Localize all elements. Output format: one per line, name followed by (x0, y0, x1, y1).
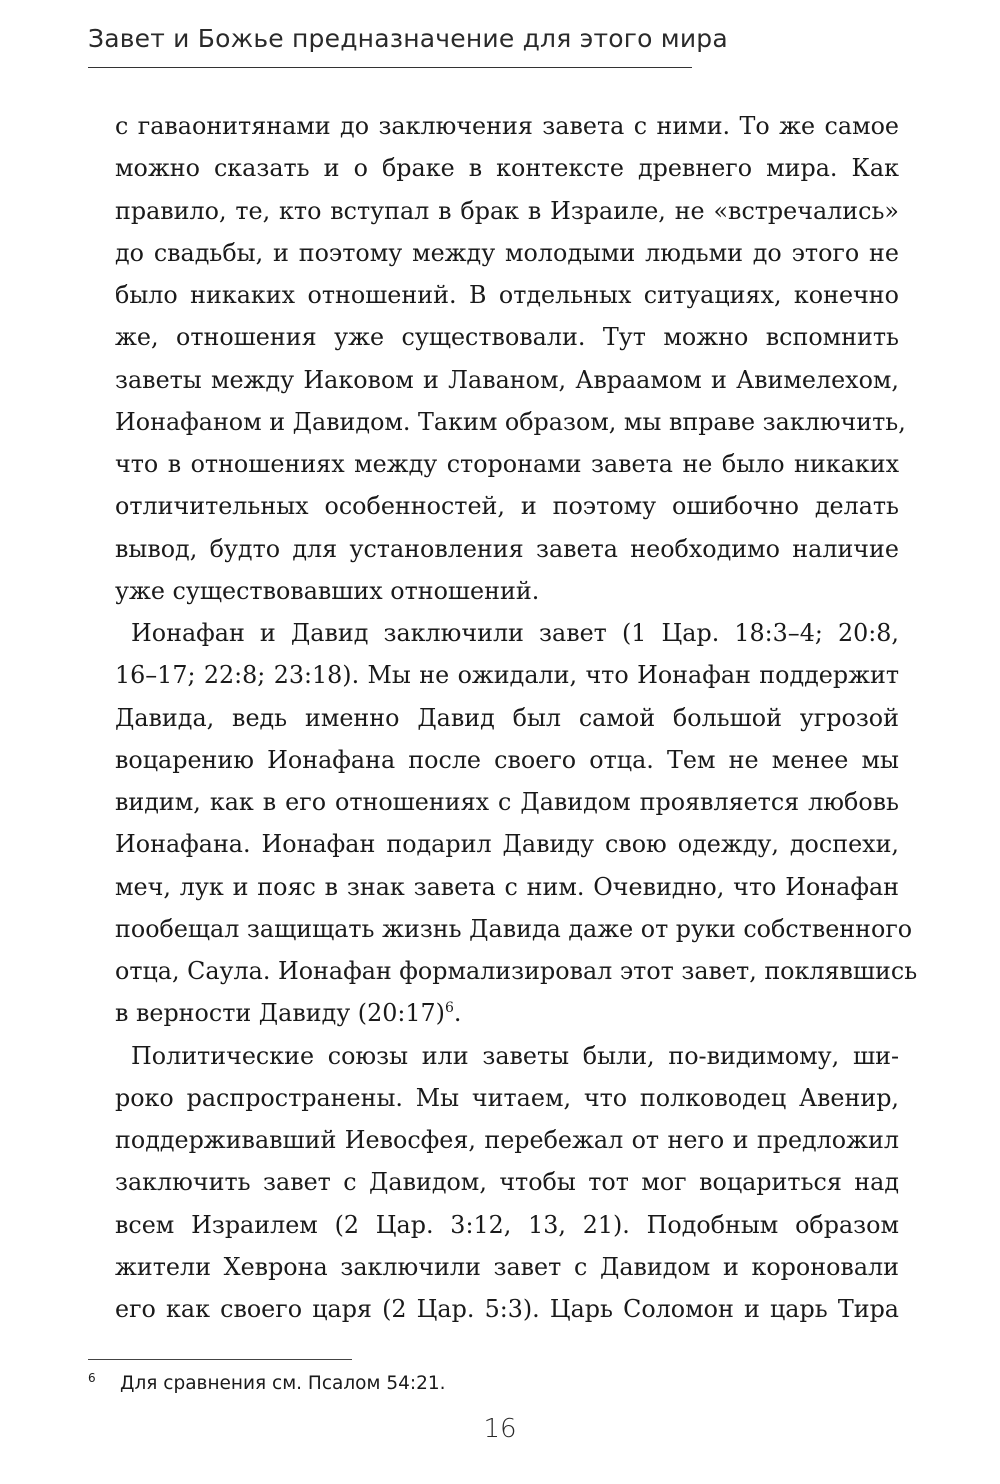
text-line: 16–17; 22:8; 23:18). Мы не ожидали, что Ионафан поддержит (115, 661, 899, 690)
text-line: Ионафаном и Давидом. Таким образом, мы вправе заключить, (115, 407, 906, 436)
text-line: заветы между Иаковом и Лаваном, Авраамом и Авимелехом, (115, 365, 899, 394)
text-line: отца, Саула. Ионафан формализировал этот завет, поклявшись (115, 957, 918, 985)
text-line: до свадьбы, и поэтому между молодыми людьми до этого не (115, 238, 899, 267)
running-title: Завет и Божье предназначение для этого мира (88, 24, 728, 53)
text-line: жители Хеврона заключили завет с Давидом и короновали (115, 1252, 899, 1281)
footnote (88, 1371, 446, 1394)
footnote-rule (88, 1359, 352, 1360)
text-line: с гаваонитянами до заключения завета с ними. То же самое (115, 112, 899, 140)
text-line: что в отношениях между сторонами завета не было никаких (115, 450, 899, 478)
text-line: Политические союзы или заветы были, по-видимому, ши- (131, 1041, 899, 1070)
text-line: же, отношения уже существовали. Тут можно вспомнить (115, 323, 899, 352)
text-line: всем Израилем (2 Цар. 3:12, 13, 21). Подобным образом (115, 1210, 899, 1239)
text-line: меч, лук и пояс в знак завета с ним. Очевидно, что Ионафан (115, 872, 899, 901)
footnote-reference[interactable]: 6 (444, 1000, 454, 1017)
text-line: заключить завет с Давидом, чтобы тот мог воцариться над (115, 1168, 899, 1197)
text-line: пообещал защищать жизнь Давида даже от руки собственного (115, 914, 913, 943)
page-number: 16 (483, 1414, 517, 1444)
text-line: уже существовавших отношений. (115, 576, 540, 605)
text-line: правило, те, кто вступал в брак в Израиле, не «встречались» (115, 196, 899, 225)
text-line: его как своего царя (2 Цар. 5:3). Царь Соломон и царь Тира (115, 1295, 899, 1323)
text-line: роко распространены. Мы читаем, что полководец Авенир, (115, 1083, 899, 1112)
text-line: можно сказать и о браке в контексте древнего мира. Как (115, 154, 899, 183)
text-line-with-footnote: в верности Давиду (20:17)$^6$. (115, 999, 462, 1028)
text-line: вывод, будто для установления завета необходимо наличие (115, 534, 899, 563)
text-line: Ионафан и Давид заключили завет (1 Цар. 18:3–4; 20:8, (131, 619, 899, 647)
text-line: поддерживавший Иевосфея, перебежал от него и предложил (115, 1126, 899, 1154)
text-line: воцарению Ионафана после своего отца. Тем не менее мы (115, 745, 899, 774)
text-line: в верности Давиду (20:17) (115, 999, 445, 1028)
text-line: Давида, ведь именно Давид был самой большой угрозой (115, 703, 899, 732)
body-text (115, 105, 918, 1330)
text-line: было никаких отношений. В отдельных ситуациях, конечно (115, 281, 899, 309)
header-rule (88, 67, 692, 68)
text-line: видим, как в его отношениях с Давидом проявляется любовь (115, 788, 899, 816)
text-line: отличительных особенностей, и поэтому ошибочно делать (115, 492, 899, 521)
footnote-text: Для сравнения см. Псалом 54:21. (120, 1373, 446, 1394)
footnote-number: 6 (88, 1371, 96, 1385)
text-line: Ионафана. Ионафан подарил Давиду свою одежду, доспехи, (115, 830, 899, 859)
